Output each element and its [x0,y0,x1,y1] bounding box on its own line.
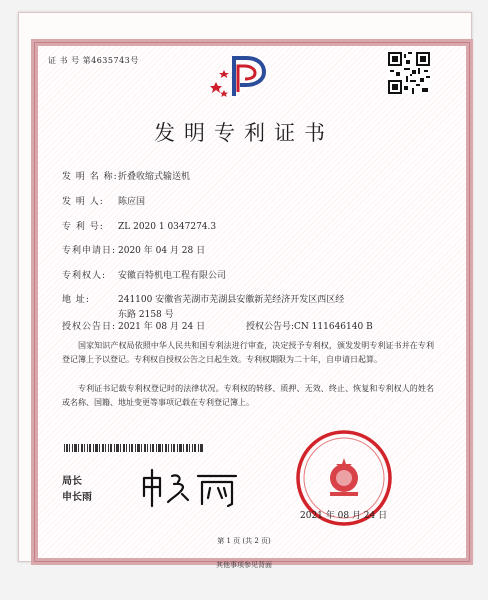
director-name: 申长雨 [62,492,92,503]
statement-paragraph-1: 国家知识产权局依照中华人民共和国专利法进行审查，决定授予专利权，颁发发明专利证书并在专利登记簿上予以登记。专利权自授权公告之日起生效。专利权期限为二十年，自申请日起算。 [62,341,434,364]
address-line-2: 东路 2158 号 [118,310,174,320]
certificate-number: 证 书 号 第4635743号 [48,56,139,65]
field-value: 折叠收缩式输送机 [118,172,191,182]
seal-date: 2021 年 08 月 24 日 [300,511,388,521]
page-number: 第 1 页 (共 2 页) [217,537,271,545]
certificate-title: 发明专利证书 [154,121,334,145]
director-signature [138,466,248,510]
field-patent-number [62,221,216,233]
field-value: 陈应国 [118,197,146,207]
barcode-icon [64,444,204,452]
field-value: CN 111646140 B [294,322,373,332]
field-value: 2020 年 04 月 28 日 [118,246,206,256]
field-label: 专利权人: [62,271,107,281]
footer-note: 其他事项参见背面 [216,561,272,569]
field-label: 授权公告号: [246,322,295,332]
field-label: 地 址: [62,295,90,305]
field-label: 授权公告日: [62,322,117,332]
field-inventor [62,196,145,208]
field-value: ZL 2020 1 0347274.3 [118,222,217,232]
field-label: 专 利 号: [62,222,104,232]
field-label: 发 明 名 称: [62,172,118,182]
patent-office-logo-icon [210,52,270,102]
field-label: 专利申请日: [62,246,117,256]
field-address [62,294,344,306]
field-patentee [62,270,226,282]
statement-paragraph-2: 专利证书记载专利权登记时的法律状况。专利权的转移、质押、无效、终止、恢复和专利权人的姓名或名称、国籍、地址变更等事项记载在专利登记簿上。 [62,384,434,407]
field-value: 241100 安徽省芜湖市芜湖县安徽新芜经济开发区西区经 [118,295,345,305]
qr-code-icon [388,52,430,94]
director-title: 局长 [62,476,82,487]
field-application-date [62,245,205,257]
field-grant-date [62,321,373,333]
field-invention-name [62,171,190,183]
field-value: 安徽百特机电工程有限公司 [118,271,227,281]
field-label: 发 明 人: [62,197,104,207]
field-value: 2021 年 08 月 24 日 [118,322,206,332]
